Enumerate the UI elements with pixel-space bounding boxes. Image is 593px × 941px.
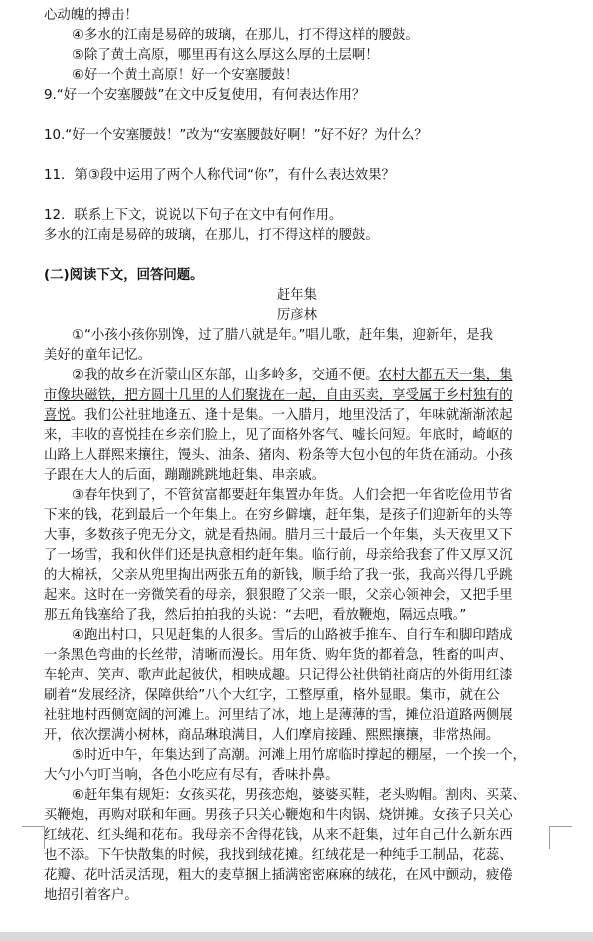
paragraph-line: ⑥赶年集有规矩：女孩买花，男孩恋炮，婆婆买鞋，老头购帽。割肉、买菜、 xyxy=(72,788,526,803)
spacer xyxy=(44,186,550,206)
paragraph-line: 美好的童年记忆。 xyxy=(44,348,152,363)
paragraph-line: 车轮声、笑声、歌声此起彼伏，相映成趣。只记得公社供销社商店的外街用红漆 xyxy=(44,668,513,683)
paragraph-line: ③春年快到了，不管贫富都要赶年集置办年货。人们会把一年省吃俭用节省 xyxy=(72,488,513,503)
paragraph-line: 买鞭炮，再购对联和年画。男孩子只关心鞭炮和牛肉锅、烧饼摊。女孩子只关心 xyxy=(44,808,513,823)
text-line: ⑤除了黄土高原，哪里再有这么厚这么厚的土层啊！ xyxy=(72,48,379,63)
paragraph-line: 了一场雪，我和伙伴们还是执意相约赶年集。临行前，母亲给我套了件又厚又沉 xyxy=(44,548,513,563)
paragraph-line: ①“小孩小孩你别馋，过了腊八就是年。”唱儿歌，赶年集，迎新年，是我 xyxy=(72,328,493,343)
paragraph-line xyxy=(44,406,550,426)
text-line: 心动魄的搏击！ xyxy=(44,8,138,23)
paragraph-line: 大事，多数孩子兜无分文，就是看热闹。腊月三十最后一个年集，头天夜里又下 xyxy=(44,528,513,543)
article-author: 厉彦林 xyxy=(276,308,318,323)
paragraph-line: 开，依次摆满小树林，商品琳琅满目，人们摩肩接踵、熙熙攘攘，非常热闹。 xyxy=(44,728,500,743)
paragraph-line xyxy=(44,366,550,386)
question-10: 10.“好一个安塞腰鼓！”改为“安塞腰鼓好啊！”好不好？为什么？ xyxy=(44,128,428,143)
page-bottom-edge xyxy=(0,932,593,941)
question-9: 9.“好一个安塞腰鼓”在文中反复使用，有何表达作用？ xyxy=(44,88,366,103)
paragraph-line: 子跟在大人的后面，蹦蹦跳跳地赶集、串亲戚。 xyxy=(44,468,326,483)
paragraph-line: 红绒花、红头绳和花布。我母亲不舍得花钱，从来不赶集，过年自己什么新东西 xyxy=(44,828,513,843)
paragraph-text: 。我们公社驻地逢五、逢十是集。一入腊月，地里没活了，年味就渐渐浓起 xyxy=(70,408,513,423)
article-title: 赶年集 xyxy=(276,288,318,303)
underlined-text: 喜悦 xyxy=(44,408,71,423)
paragraph-line: ⑤时近中午，年集达到了高潮。河滩上用竹席临时撑起的棚屋，一个挨一个， xyxy=(72,748,526,763)
paragraph-line: 花瓣、花叶活灵活现，粗大的麦草捆上插满密密麻麻的绒花，在风中颤动，疲倦 xyxy=(44,868,513,883)
page-corner-mark-right xyxy=(549,826,572,849)
question-12: 12．联系上下文，说说以下句子在文中有何作用。 xyxy=(44,208,343,223)
paragraph-line: 社驻地村西侧宽阔的河滩上。河里结了冰，地上是薄薄的雪，摊位沿道路两侧展 xyxy=(44,708,513,723)
text-line: ④多水的江南是易碎的玻璃，在那儿，打不得这样的腰鼓。 xyxy=(72,28,419,43)
paragraph-line: 起来。这时在一旁微笑看的母亲，狠狠瞪了父亲一眼，父亲心领神会，又把手里 xyxy=(44,588,513,603)
paragraph-line: 的大棉袄，父亲从兜里掏出两张五角的新钱，顺手给了我一张，我高兴得几乎跳 xyxy=(44,568,513,583)
paragraph-line: 也不添。下午快散集的时候，我找到绒花摊。红绒花是一种纯手工制品，花蕊、 xyxy=(44,848,513,863)
question-12-sentence: 多水的江南是易碎的玻璃，在那儿，打不得这样的腰鼓。 xyxy=(44,228,379,243)
paragraph-line: 大勺小勺叮当响，各色小吃应有尽有，香味扑鼻。 xyxy=(44,768,339,783)
underlined-line: 市像块磁铁，把方圆十几里的人们聚拢在一起，自由买卖，享受属于乡村独有的 xyxy=(44,388,513,403)
underlined-text: 农村大都五天一集，集 xyxy=(378,368,513,383)
paragraph-line: 刷着“发展经济，保障供给”八个大红字，工整厚重，格外显眼。集市，就在公 xyxy=(44,688,500,703)
paragraph-line: 来，丰收的喜悦挂在乡亲们脸上，见了面格外客气、嘘长问短。年底时，崎岖的 xyxy=(44,428,513,443)
document-body xyxy=(44,6,550,906)
paragraph-line: 一条黑色弯曲的长丝带，清晰而漫长。用年货、购年货的都着急，牲畜的叫声、 xyxy=(44,648,513,663)
spacer xyxy=(44,146,550,166)
text-line: ⑥好一个黄土高原！好一个安塞腰鼓！ xyxy=(72,68,299,83)
paragraph-text: ②我的故乡在沂蒙山区东部，山多岭多，交通不便。 xyxy=(72,368,379,383)
page-corner-mark-left xyxy=(22,826,45,849)
paragraph-line: ④跑出村口，只见赶集的人很多。雪后的山路被手推车、自行车和脚印踏成 xyxy=(72,628,513,643)
spacer xyxy=(44,246,550,266)
paragraph-line: 那五角钱塞给了我，然后拍拍我的头说：“去吧，看放鞭炮，隔远点哦。” xyxy=(44,608,467,623)
paragraph-line: 地招引着客户。 xyxy=(44,888,138,903)
spacer xyxy=(44,106,550,126)
paragraph-line: 山路上人群熙来攘往，馒头、油条、猪肉、粉条等大包小包的年货在涌动。小孩 xyxy=(44,448,513,463)
paragraph-line: 下来的钱，花到最后一个年集上。在穷乡僻壤，赶年集，是孩子们迎新年的头等 xyxy=(44,508,513,523)
question-11: 11．第③段中运用了两个人称代词“你”，有什么表达效果？ xyxy=(44,168,395,183)
section-heading: (二)阅读下文，回答问题。 xyxy=(44,268,204,283)
